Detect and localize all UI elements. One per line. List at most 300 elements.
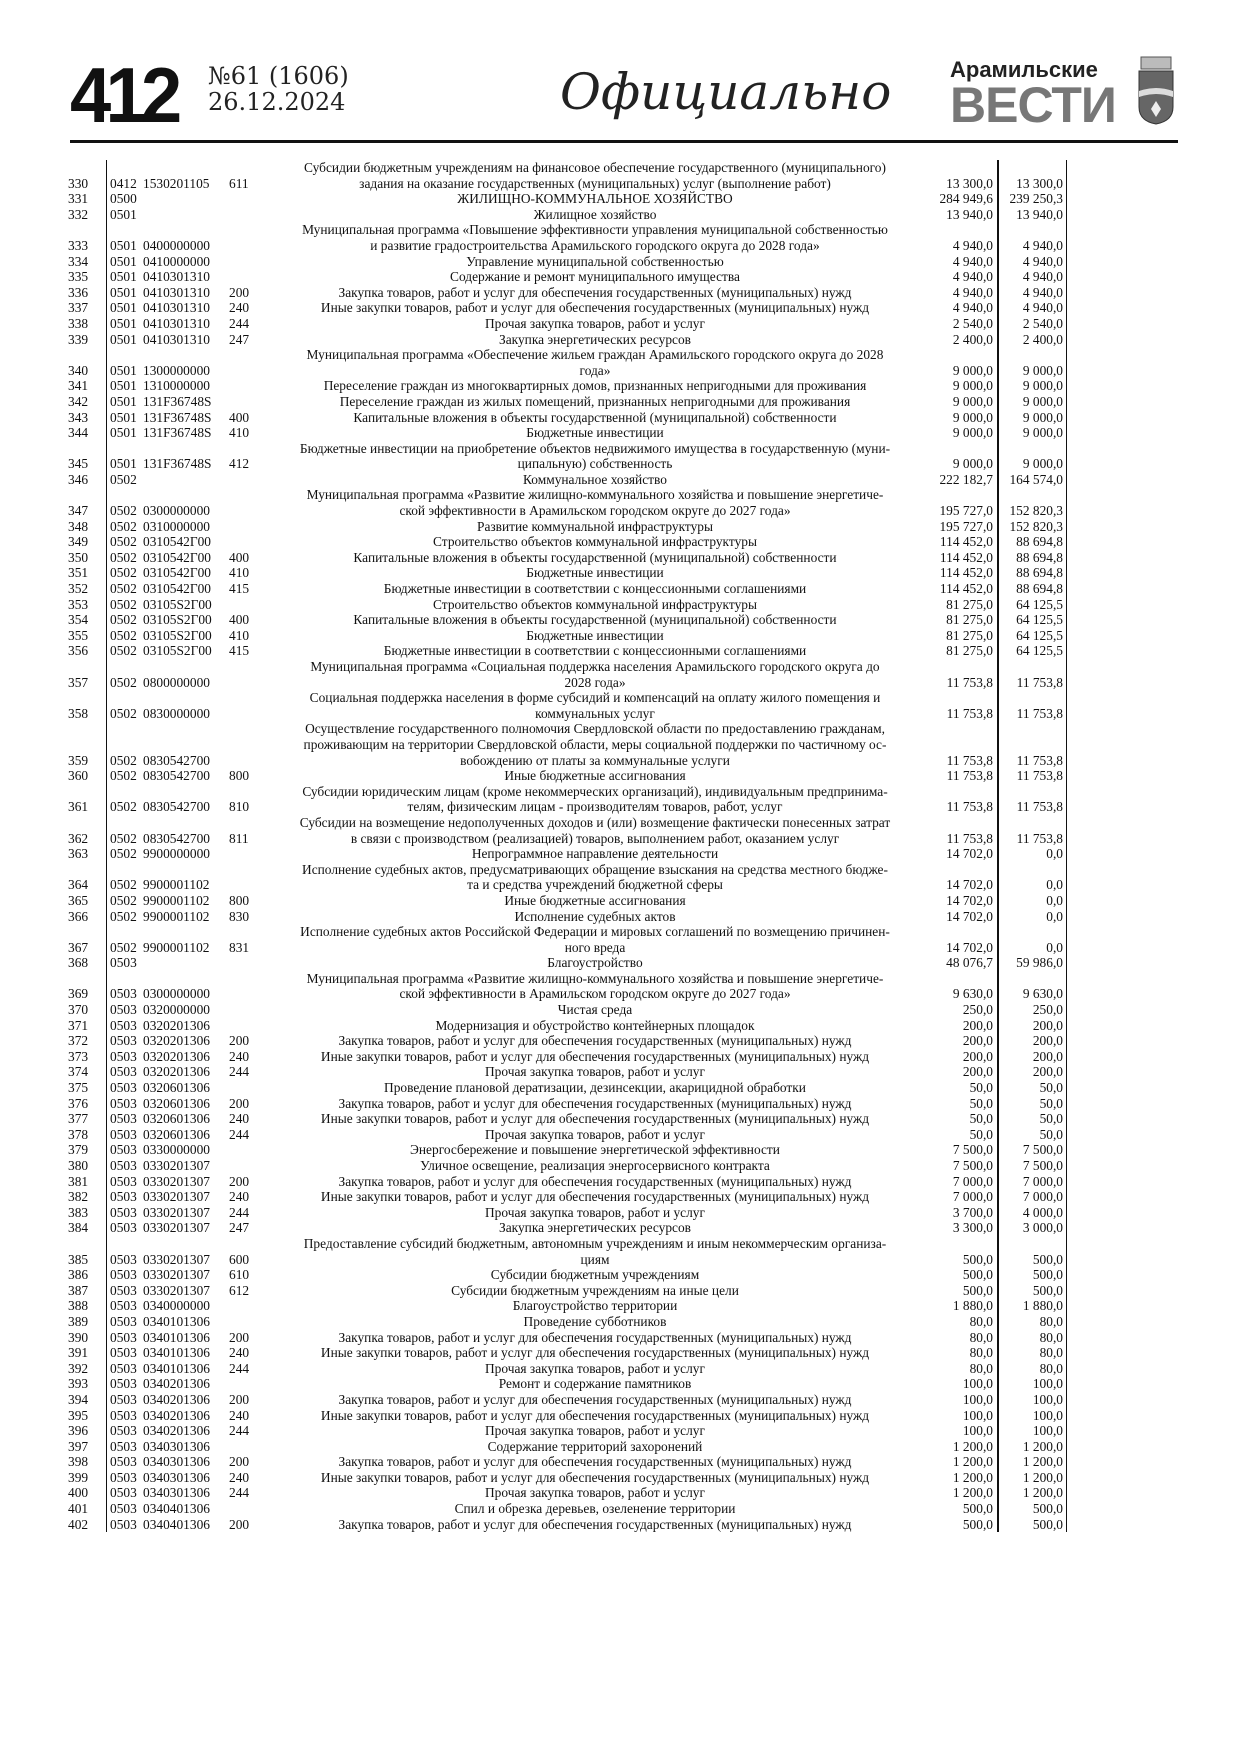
amount-2025: 7 500,0 — [925, 1158, 998, 1174]
target-code: 03105S2Г00 — [143, 643, 212, 659]
row-number: 400 — [68, 1485, 89, 1501]
section-code: 0503 — [107, 1064, 144, 1080]
amount-2026: 4 940,0 — [998, 300, 1067, 316]
expense-type-code — [229, 1501, 265, 1517]
row-description: Иные закупки товаров, работ и услуг для обеспечения государственных (муниципальных) нужд — [320, 1048, 870, 1064]
target-code: 0410301310 — [143, 331, 210, 347]
target-code: 0310542Г00 — [143, 565, 211, 581]
table-row — [64, 768, 1067, 784]
row-description: Управление муниципальной собственностью — [466, 253, 724, 269]
expense-type-code — [229, 690, 265, 721]
row-number: 372 — [68, 1033, 89, 1049]
amount-2026: 64 125,5 — [998, 643, 1067, 659]
row-number: 389 — [68, 1313, 89, 1329]
amount-2026: 1 880,0 — [998, 1298, 1067, 1314]
table-row — [64, 1314, 1067, 1330]
amount-2026: 1 200,0 — [998, 1439, 1067, 1455]
coat-of-arms-icon — [1135, 55, 1177, 125]
row-number: 391 — [68, 1345, 89, 1361]
target-code: 0800000000 — [143, 674, 210, 690]
table-row — [64, 1517, 1067, 1533]
target-code: 03105S2Г00 — [143, 596, 212, 612]
row-description: ЖИЛИЩНО-КОММУНАЛЬНОЕ ХОЗЯЙСТВО — [457, 191, 733, 207]
row-number: 365 — [68, 892, 89, 908]
row-description: Муниципальная программа «Обеспечение жильем граждан Арамильского городского округа до 2028 года» — [306, 347, 884, 378]
section-code: 0503 — [107, 1033, 144, 1049]
target-code: 0310542Г00 — [143, 549, 211, 565]
amount-2025: 11 753,8 — [925, 784, 998, 815]
expense-type-code — [229, 846, 265, 862]
target-code: 0830542700 — [143, 768, 210, 784]
row-number: 371 — [68, 1017, 89, 1033]
amount-2026: 200,0 — [998, 1064, 1067, 1080]
expense-type-code: 240 — [229, 1048, 250, 1064]
row-number: 359 — [68, 752, 89, 768]
amount-2025: 7 000,0 — [925, 1189, 998, 1205]
expense-type-code: 831 — [229, 939, 250, 955]
expense-type-code: 810 — [229, 799, 250, 815]
target-code: 131F36748S — [143, 393, 212, 409]
target-code: 1300000000 — [143, 362, 210, 378]
amount-2025: 4 940,0 — [925, 300, 998, 316]
row-number: 374 — [68, 1064, 89, 1080]
row-description: Осуществление государственного полномочия Свердловской области по предоставлению гражданам, проживающим на территории Свердловской области, меры социальной поддержки по частичному ос- вобождению от платы за коммунальные услуги — [303, 721, 887, 768]
row-description: Субсидии бюджетным учреждениям — [490, 1267, 700, 1283]
table-row — [64, 1485, 1067, 1501]
row-description: Иные бюджетные ассигнования — [504, 892, 686, 908]
table-row — [64, 1283, 1067, 1299]
row-description: Иные закупки товаров, работ и услуг для обеспечения государственных (муниципальных) нужд — [320, 300, 870, 316]
row-description: Жилищное хозяйство — [533, 206, 657, 222]
expense-type-code — [229, 1142, 265, 1158]
section-code: 0503 — [107, 1361, 144, 1377]
section-code: 0503 — [107, 1080, 144, 1096]
amount-2026: 2 540,0 — [998, 316, 1067, 332]
table-row — [64, 909, 1067, 925]
table-row — [64, 1298, 1067, 1314]
section-code: 0501 — [107, 254, 144, 270]
amount-2026: 0,0 — [998, 862, 1067, 893]
row-description: Иные закупки товаров, работ и услуг для обеспечения государственных (муниципальных) нужд — [320, 1469, 870, 1485]
row-description: Переселение граждан из жилых помещений, признанных непригодными для проживания — [339, 393, 851, 409]
table-row — [64, 565, 1067, 581]
amount-2025: 14 702,0 — [925, 893, 998, 909]
expense-type-code — [229, 222, 265, 253]
expense-type-code: 800 — [229, 768, 250, 784]
amount-2025: 3 300,0 — [925, 1220, 998, 1236]
target-code: 0340201306 — [143, 1423, 210, 1439]
target-code: 131F36748S — [143, 425, 212, 441]
row-description: Закупка энергетических ресурсов — [498, 331, 691, 347]
amount-2025: 13 940,0 — [925, 207, 998, 223]
expense-type-code: 240 — [229, 1345, 250, 1361]
amount-2026: 500,0 — [998, 1283, 1067, 1299]
amount-2025: 81 275,0 — [925, 612, 998, 628]
amount-2025: 14 702,0 — [925, 862, 998, 893]
row-number: 361 — [68, 799, 89, 815]
amount-2026: 9 000,0 — [998, 441, 1067, 472]
amount-2025: 114 452,0 — [925, 534, 998, 550]
amount-2025: 114 452,0 — [925, 565, 998, 581]
logo-main-text: ВЕСТИ — [950, 77, 1116, 133]
section-code: 0502 — [107, 815, 144, 846]
section-code: 0501 — [107, 347, 144, 378]
target-code: 0340101306 — [143, 1329, 210, 1345]
amount-2025: 200,0 — [925, 1033, 998, 1049]
row-description: Исполнение судебных актов Российской Федерации и мировых соглашений по возмещению причинен- ного вреда — [300, 924, 890, 955]
amount-2026: 80,0 — [998, 1345, 1067, 1361]
table-row — [64, 628, 1067, 644]
section-code: 0503 — [107, 1189, 144, 1205]
expense-type-code — [229, 1080, 265, 1096]
expense-type-code — [229, 472, 265, 488]
section-code: 0412 — [107, 160, 144, 191]
amount-2026: 4 940,0 — [998, 269, 1067, 285]
table-row — [64, 347, 1067, 378]
target-code: 0320601306 — [143, 1095, 210, 1111]
target-code: 0320201306 — [143, 1064, 210, 1080]
amount-2026: 64 125,5 — [998, 612, 1067, 628]
target-code: 9900001102 — [143, 892, 210, 908]
target-code: 0320201306 — [143, 1048, 210, 1064]
table-row — [64, 1174, 1067, 1190]
table-row — [64, 690, 1067, 721]
amount-2026: 500,0 — [998, 1517, 1067, 1533]
table-row — [64, 1376, 1067, 1392]
table-row — [64, 955, 1067, 971]
row-number: 350 — [68, 549, 89, 565]
section-code: 0503 — [107, 1142, 144, 1158]
section-code: 0503 — [107, 1096, 144, 1112]
target-code: 0320601306 — [143, 1111, 210, 1127]
amount-2025: 11 753,8 — [925, 659, 998, 690]
section-code: 0502 — [107, 924, 144, 955]
table-row — [64, 1330, 1067, 1346]
amount-2026: 500,0 — [998, 1236, 1067, 1267]
amount-2026: 88 694,8 — [998, 565, 1067, 581]
row-number: 376 — [68, 1095, 89, 1111]
row-number: 382 — [68, 1189, 89, 1205]
expense-type-code — [229, 487, 265, 518]
row-description: Закупка товаров, работ и услуг для обеспечения государственных (муниципальных) нужд — [338, 284, 852, 300]
expense-type-code — [229, 659, 265, 690]
row-number: 335 — [68, 269, 89, 285]
amount-2026: 9 000,0 — [998, 425, 1067, 441]
table-row — [64, 597, 1067, 613]
amount-2025: 50,0 — [925, 1127, 998, 1143]
table-row — [64, 1501, 1067, 1517]
target-code: 0340201306 — [143, 1407, 210, 1423]
section-code: 0502 — [107, 628, 144, 644]
amount-2026: 200,0 — [998, 1033, 1067, 1049]
row-number: 362 — [68, 830, 89, 846]
row-description: Прочая закупка товаров, работ и услуг — [485, 1064, 705, 1080]
amount-2026: 0,0 — [998, 924, 1067, 955]
table-row — [64, 1236, 1067, 1267]
row-number: 347 — [68, 503, 89, 519]
table-row — [64, 612, 1067, 628]
table-row — [64, 472, 1067, 488]
target-code: 0330000000 — [143, 1142, 210, 1158]
row-number: 352 — [68, 581, 89, 597]
row-number: 364 — [68, 877, 89, 893]
amount-2025: 500,0 — [925, 1283, 998, 1299]
amount-2026: 13 940,0 — [998, 207, 1067, 223]
row-number: 339 — [68, 331, 89, 347]
amount-2026: 88 694,8 — [998, 534, 1067, 550]
target-code: 0300000000 — [143, 986, 210, 1002]
table-row — [64, 285, 1067, 301]
amount-2025: 100,0 — [925, 1423, 998, 1439]
table-row — [64, 815, 1067, 846]
table-row — [64, 394, 1067, 410]
section-code: 0503 — [107, 1501, 144, 1517]
row-description: Коммунальное хозяйство — [523, 471, 667, 487]
row-number: 334 — [68, 253, 89, 269]
row-description: Муниципальная программа «Социальная поддержка населения Арамильского городского округа до 2028 года» — [310, 659, 880, 690]
amount-2025: 11 753,8 — [925, 768, 998, 784]
table-row — [64, 1470, 1067, 1486]
table-row — [64, 1454, 1067, 1470]
row-description: Бюджетные инвестиции — [526, 565, 664, 581]
amount-2025: 4 940,0 — [925, 254, 998, 270]
amount-2025: 1 200,0 — [925, 1454, 998, 1470]
amount-2025: 4 940,0 — [925, 269, 998, 285]
row-description: Закупка товаров, работ и услуг для обеспечения государственных (муниципальных) нужд — [338, 1329, 852, 1345]
amount-2025: 80,0 — [925, 1361, 998, 1377]
section-code: 0503 — [107, 1392, 144, 1408]
table-row — [64, 425, 1067, 441]
section-code: 0503 — [107, 1423, 144, 1439]
row-description: Закупка товаров, работ и услуг для обеспечения государственных (муниципальных) нужд — [338, 1516, 852, 1532]
expense-type-code: 247 — [229, 331, 250, 347]
target-code: 0340201306 — [143, 1376, 210, 1392]
budget-table — [64, 160, 1067, 1532]
section-code: 0503 — [107, 1408, 144, 1424]
table-row — [64, 1002, 1067, 1018]
target-code: 0340401306 — [143, 1501, 210, 1517]
amount-2026: 1 200,0 — [998, 1485, 1067, 1501]
row-number: 341 — [68, 378, 89, 394]
table-row — [64, 1064, 1067, 1080]
amount-2025: 50,0 — [925, 1080, 998, 1096]
amount-2025: 250,0 — [925, 1002, 998, 1018]
table-row — [64, 191, 1067, 207]
expense-type-code: 200 — [229, 1516, 250, 1532]
amount-2026: 100,0 — [998, 1392, 1067, 1408]
amount-2026: 9 000,0 — [998, 394, 1067, 410]
section-code: 0503 — [107, 1002, 144, 1018]
amount-2025: 1 200,0 — [925, 1485, 998, 1501]
target-code: 0830542700 — [143, 830, 210, 846]
target-code: 0340000000 — [143, 1298, 210, 1314]
target-code: 0340301306 — [143, 1438, 210, 1454]
section-code: 0502 — [107, 487, 144, 518]
expense-type-code — [229, 1002, 265, 1018]
amount-2025: 195 727,0 — [925, 519, 998, 535]
amount-2026: 4 000,0 — [998, 1205, 1067, 1221]
row-description: Капитальные вложения в объекты государственной (муниципальной) собственности — [353, 409, 837, 425]
row-number: 356 — [68, 643, 89, 659]
table-row — [64, 207, 1067, 223]
target-code: 0310542Г00 — [143, 581, 211, 597]
amount-2026: 50,0 — [998, 1111, 1067, 1127]
section-code: 0502 — [107, 519, 144, 535]
section-code: 0503 — [107, 1174, 144, 1190]
section-code: 0503 — [107, 1345, 144, 1361]
section-code: 0501 — [107, 378, 144, 394]
target-code: 0340301306 — [143, 1454, 210, 1470]
row-description: Переселение граждан из многоквартирных домов, признанных непригодными для проживания — [323, 378, 867, 394]
amount-2026: 7 500,0 — [998, 1142, 1067, 1158]
amount-2026: 239 250,3 — [998, 191, 1067, 207]
row-description: Закупка товаров, работ и услуг для обеспечения государственных (муниципальных) нужд — [338, 1095, 852, 1111]
target-code: 0320601306 — [143, 1126, 210, 1142]
target-code: 0410301310 — [143, 269, 210, 285]
section-code: 0503 — [107, 1158, 144, 1174]
amount-2026: 164 574,0 — [998, 472, 1067, 488]
section-code: 0502 — [107, 534, 144, 550]
amount-2025: 500,0 — [925, 1517, 998, 1533]
row-description: Уличное освещение, реализация энергосервисного контракта — [420, 1158, 770, 1173]
target-code: 0330201307 — [143, 1251, 210, 1267]
amount-2025: 9 000,0 — [925, 410, 998, 426]
row-description: Строительство объектов коммунальной инфраструктуры — [433, 596, 757, 612]
amount-2026: 11 753,8 — [998, 690, 1067, 721]
amount-2026: 4 940,0 — [998, 254, 1067, 270]
row-description: Прочая закупка товаров, работ и услуг — [485, 1485, 705, 1501]
target-code: 0340101306 — [143, 1345, 210, 1361]
target-code: 0320000000 — [143, 1002, 210, 1018]
table-row — [64, 721, 1067, 768]
row-number: 396 — [68, 1423, 89, 1439]
amount-2025: 9 000,0 — [925, 394, 998, 410]
expense-type-code — [229, 1018, 265, 1034]
row-number: 353 — [68, 596, 89, 612]
section-code: 0503 — [107, 1298, 144, 1314]
target-code — [143, 955, 229, 971]
amount-2025: 7 500,0 — [925, 1142, 998, 1158]
row-number: 387 — [68, 1282, 89, 1298]
table-row — [64, 1018, 1067, 1034]
expense-type-code: 200 — [229, 1454, 250, 1470]
section-code: 0502 — [107, 846, 144, 862]
row-description: Иные закупки товаров, работ и услуг для обеспечения государственных (муниципальных) нужд — [320, 1345, 870, 1361]
amount-2025: 14 702,0 — [925, 924, 998, 955]
row-description: Исполнение судебных актов, предусматривающих обращение взыскания на средства местного бюдже- та и средства учреждений бюджетной сферы — [302, 861, 888, 893]
expense-type-code — [229, 1376, 265, 1392]
amount-2025: 100,0 — [925, 1376, 998, 1392]
table-row — [64, 784, 1067, 815]
target-code — [143, 207, 229, 223]
amount-2026: 80,0 — [998, 1361, 1067, 1377]
table-row — [64, 300, 1067, 316]
amount-2025: 200,0 — [925, 1049, 998, 1065]
section-code: 0502 — [107, 550, 144, 566]
expense-type-code: 400 — [229, 549, 250, 565]
amount-2025: 80,0 — [925, 1330, 998, 1346]
row-description: Исполнение судебных актов — [514, 908, 676, 924]
table-row — [64, 1096, 1067, 1112]
row-description: Предоставление субсидий бюджетным, автономным учреждениям и иным некоммерческим организа- циям — [303, 1235, 887, 1267]
row-description: Иные бюджетные ассигнования — [504, 768, 686, 784]
amount-2026: 100,0 — [998, 1376, 1067, 1392]
table-row — [64, 1158, 1067, 1174]
expense-type-code — [229, 1439, 265, 1455]
expense-type-code: 240 — [229, 1407, 250, 1423]
section-code: 0503 — [107, 955, 144, 971]
amount-2025: 81 275,0 — [925, 628, 998, 644]
table-row — [64, 254, 1067, 270]
target-code: 9900000000 — [143, 846, 210, 862]
amount-2026: 50,0 — [998, 1080, 1067, 1096]
target-code: 0830000000 — [143, 705, 210, 721]
row-number: 338 — [68, 315, 89, 331]
section-code: 0503 — [107, 1330, 144, 1346]
row-description: Благоустройство — [547, 955, 643, 971]
amount-2025: 1 200,0 — [925, 1439, 998, 1455]
section-code: 0502 — [107, 643, 144, 659]
section-code: 0503 — [107, 1439, 144, 1455]
table-row — [64, 1127, 1067, 1143]
amount-2026: 4 940,0 — [998, 222, 1067, 253]
page-number: 412 — [70, 51, 177, 139]
expense-type-code: 200 — [229, 1329, 250, 1345]
amount-2025: 200,0 — [925, 1018, 998, 1034]
row-number: 357 — [68, 674, 89, 690]
row-description: Закупка товаров, работ и услуг для обеспечения государственных (муниципальных) нужд — [338, 1454, 852, 1470]
row-description: Прочая закупка товаров, работ и услуг — [485, 1126, 705, 1142]
expense-type-code: 200 — [229, 1095, 250, 1111]
table-row — [64, 378, 1067, 394]
section-code: 0503 — [107, 1236, 144, 1267]
table-row — [64, 1111, 1067, 1127]
expense-type-code: 240 — [229, 1469, 250, 1485]
row-description: Иные закупки товаров, работ и услуг для обеспечения государственных (муниципальных) нужд — [320, 1407, 870, 1423]
row-number: 375 — [68, 1080, 89, 1096]
row-description: Непрограммное направление деятельности — [471, 846, 719, 862]
target-code: 0310000000 — [143, 518, 210, 534]
amount-2025: 500,0 — [925, 1267, 998, 1283]
target-code: 0400000000 — [143, 237, 210, 253]
expense-type-code: 400 — [229, 409, 250, 425]
row-number: 397 — [68, 1438, 89, 1454]
amount-2025: 114 452,0 — [925, 581, 998, 597]
row-number: 368 — [68, 955, 89, 971]
table-row — [64, 1049, 1067, 1065]
target-code: 0320201306 — [143, 1017, 210, 1033]
issue-number: №61 (1606) — [208, 62, 349, 90]
expense-type-code: 200 — [229, 1391, 250, 1407]
row-description: Иные закупки товаров, работ и услуг для обеспечения государственных (муниципальных) нужд — [320, 1189, 870, 1205]
target-code: 131F36748S — [143, 456, 212, 472]
amount-2026: 50,0 — [998, 1096, 1067, 1112]
amount-2025: 284 949,6 — [925, 191, 998, 207]
table-row — [64, 1361, 1067, 1377]
section-title: Официально — [560, 63, 892, 121]
row-description: Бюджетные инвестиции в соответствии с концессионными соглашениями — [383, 643, 807, 659]
section-code: 0503 — [107, 1470, 144, 1486]
section-code: 0502 — [107, 581, 144, 597]
table-row — [64, 316, 1067, 332]
section-code: 0502 — [107, 784, 144, 815]
amount-2026: 100,0 — [998, 1423, 1067, 1439]
row-description: Капитальные вложения в объекты государственной (муниципальной) собственности — [353, 612, 837, 628]
table-row — [64, 1220, 1067, 1236]
expense-type-code — [229, 1158, 265, 1174]
expense-type-code — [229, 519, 265, 535]
target-code — [143, 191, 229, 207]
